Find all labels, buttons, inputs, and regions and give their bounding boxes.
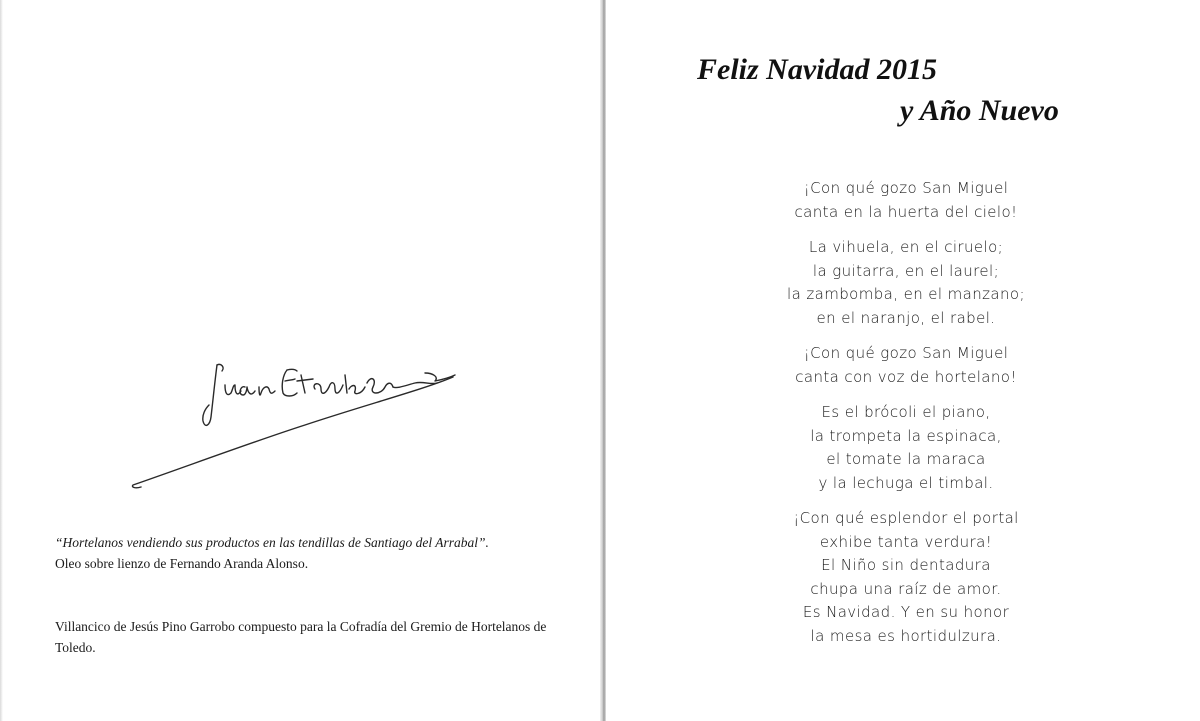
- poem-verse: y la lechuga el timbal.: [818, 473, 994, 492]
- poem-verse: chupa una raíz de amor.: [810, 579, 1002, 598]
- page-edge-shadow: [0, 0, 3, 721]
- carol-credit-text: Villancico de Jesús Pino Garrobo compuesto para la Cofradía del Gremio de Hortelanos de Toledo.: [55, 619, 547, 655]
- poem-verse: canta con voz de hortelano!: [795, 367, 1017, 386]
- poem-stanza: [706, 342, 1106, 389]
- poem-verse: canta en la huerta del cielo!: [794, 202, 1018, 221]
- carol-poem: [706, 177, 1106, 660]
- greeting-title: Feliz Navidad 2015: [697, 53, 937, 86]
- greeting-subtitle: y Año Nuevo: [900, 94, 1059, 127]
- poem-verse: el tomate la maraca: [826, 450, 986, 468]
- poem-stanza: [706, 401, 1106, 495]
- poem-verse: exhibe tanta verdura!: [819, 532, 993, 551]
- poem-stanza: [706, 507, 1106, 648]
- poem-stanza: [706, 177, 1106, 224]
- poem-verse: La vihuela, en el ciruelo;: [808, 238, 1004, 256]
- poem-verse: la guitarra, en el laurel;: [812, 261, 1000, 280]
- handwritten-signature: [125, 345, 465, 495]
- poem-verse: ¡Con qué gozo San Miguel: [803, 179, 1009, 197]
- poem-verse: ¡Con qué esplendor el portal: [793, 509, 1019, 527]
- poem-verse: la trompeta la espinaca,: [810, 426, 1002, 445]
- poem-verse: Es el brócoli el piano,: [821, 403, 991, 421]
- right-page: [606, 0, 1200, 721]
- poem-verse: ¡Con qué gozo San Miguel: [803, 344, 1009, 362]
- poem-stanza: [706, 236, 1106, 330]
- painting-title-caption: “Hortelanos vendiendo sus productos en las tendillas de Santiago del Arrabal”.: [55, 535, 489, 550]
- poem-verse: la mesa es hortidulzura.: [810, 626, 1002, 645]
- poem-verse: en el naranjo, el rabel.: [816, 308, 996, 327]
- poem-verse: Es Navidad. Y en su honor: [802, 603, 1010, 621]
- poem-verse: El Niño sin dentadura: [821, 556, 991, 574]
- painting-medium-caption: Oleo sobre lienzo de Fernando Aranda Alonso.: [55, 556, 309, 571]
- poem-verse: la zambomba, en el manzano;: [787, 285, 1025, 303]
